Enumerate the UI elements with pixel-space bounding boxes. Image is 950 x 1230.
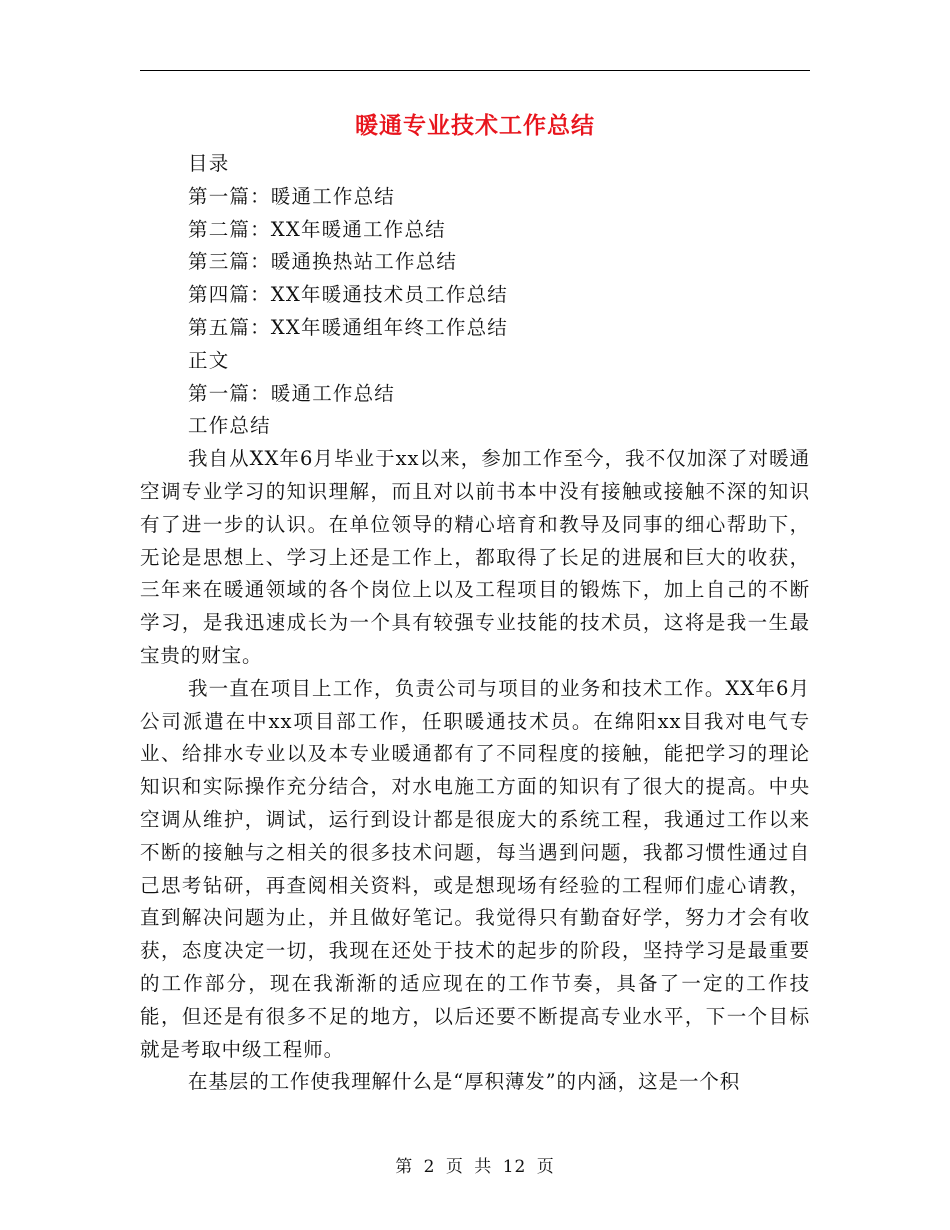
body-paragraph-1: 我自从XX年6月毕业于xx以来，参加工作至今，我不仅加深了对暖通空调专业学习的知识理解，而且对以前书本中没有接触或接触不深的知识有了进一步的认识。在单位领导的精心培育和教导及同事的细心帮助下，无论是思想上、学习上还是工作上，都取得了长足的进展和巨大的收获，三年来在暖通领域的各个岗位上以及工程项目的锻炼下，加上自己的不断学习，是我迅速成长为一个具有较强专业技能的技术员，这将是我一生最宝贵的财宝。: [140, 447, 810, 667]
toc-item-5: 第五篇：XX年暖通组年终工作总结: [188, 315, 508, 339]
toc-item-4: 第四篇：XX年暖通技术员工作总结: [188, 283, 508, 307]
body-paragraph-3: 在基层的工作使我理解什么是“厚积薄发”的内涵，这是一个积: [188, 1070, 741, 1094]
section-title: 工作总结: [188, 414, 271, 438]
toc-item-3: 第三篇：暖通换热站工作总结: [188, 250, 458, 274]
document-title: 暖通专业技术工作总结: [355, 112, 595, 139]
chapter-title: 第一篇：暖通工作总结: [188, 381, 396, 405]
page-number-footer: 第 2 页 共 12 页: [395, 1157, 555, 1177]
toc-item-2: 第二篇：XX年暖通工作总结: [188, 217, 446, 241]
body-paragraph-2: 我一直在项目上工作，负责公司与项目的业务和技术工作。XX年6月公司派遣在中xx项目部工作，任职暖通技术员。在绵阳xx目我对电气专业、给排水专业以及本专业暖通都有了不同程度的接触，能把学习的理论知识和实际操作充分结合，对水电施工方面的知识有了很大的提高。中央空调从维护，调试，运行到设计都是很庞大的系统工程，我通过工作以来不断的接触与之相关的很多技术问题，每当遇到问题，我都习惯性通过自己思考钻研，再查阅相关资料，或是想现场有经验的工程师们虚心请教，直到解决问题为止，并且做好笔记。我觉得只有勤奋好学，努力才会有收获，态度决定一切，我现在还处于技术的起步的阶段，坚持学习是最重要的工作部分，现在我渐渐的适应现在的工作节奏，具备了一定的工作技能，但还是有很多不足的地方，以后还要不断提高专业水平，下一个目标就是考取中级工程师。: [140, 676, 810, 1061]
body-heading: 正文: [188, 348, 230, 372]
header-rule: [140, 70, 810, 71]
document-body: [140, 148, 810, 1099]
toc-heading: 目录: [188, 152, 230, 175]
toc-item-1: 第一篇：暖通工作总结: [188, 184, 396, 208]
